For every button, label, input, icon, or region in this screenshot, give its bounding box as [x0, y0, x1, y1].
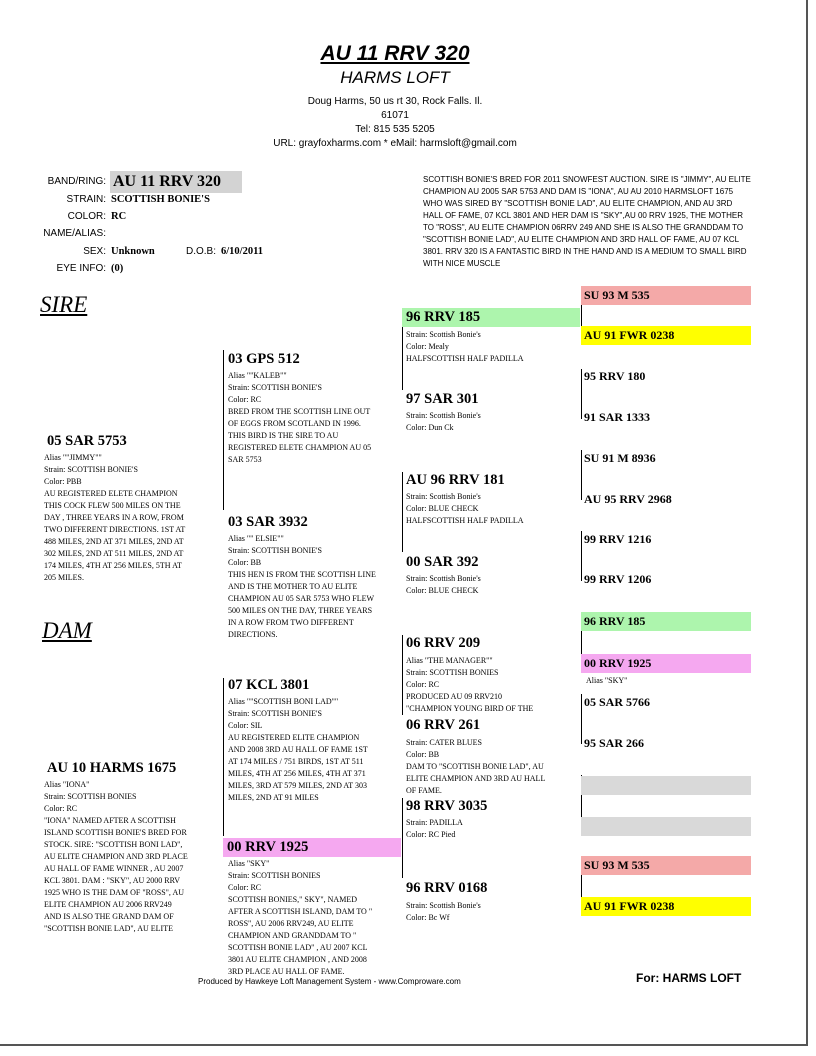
color-label: COLOR:	[67, 211, 106, 222]
sire-section-label: SIRE	[40, 292, 88, 317]
gen3-bird-8-name: 96 RRV 0168	[406, 880, 488, 896]
gen3-bird-2-details: Strain: Scottish Bonie's Color: Dun Ck	[406, 411, 481, 432]
produced-by: Produced by Hawkeye Loft Management System - www.Comproware.com	[198, 977, 461, 986]
gen4-bird-10-alias: Alias "SKY"	[586, 676, 628, 685]
sire-sire-name: 03 GPS 512	[228, 351, 300, 367]
gen3-bird-7-details: Strain: PADILLA Color: RC Pied	[406, 818, 463, 839]
gen3-bird-4-details: Strain: Scottish Bonie's Color: BLUE CHECK	[406, 574, 481, 595]
sire-sire-details: Alias ""KALEB"" Strain: SCOTTISH BONIE'S Color: RC BRED FROM THE SCOTTISH LINE OUT OF EGGS FROM SCOTLAND IN 1996. THIS BIRD IS THE SIRE TO AU REGISTERED ELETE CHAMPION AU 05 SAR 5753	[228, 371, 372, 464]
bracket-line	[223, 350, 224, 510]
gen3-bird-5-name: 06 RRV 209	[406, 635, 481, 651]
dam-sire-name: 07 KCL 3801	[228, 677, 310, 693]
eye-label: EYE INFO:	[56, 263, 106, 274]
sire-dam-details: Alias "" ELSIE"" Strain: SCOTTISH BONIE'S Color: BB THIS HEN IS FROM THE SCOTTISH LINE AND IS THE MOTHER TO AU ELITE CHAMPION AU 05 SAR 5753 WHO FLEW 500 MILES ON THE DAY, THREE YEARS IN A ROW FROM TWO DIFFERENT DIRECTIONS.	[228, 534, 376, 639]
gen4-bird-6: AU 95 RRV 2968	[584, 492, 672, 506]
sire-name: 05 SAR 5753	[47, 433, 127, 449]
url-email: URL: grayfoxharms.com * eMail: harmsloft@gmail.com	[273, 138, 517, 149]
gen3-bird-1-name: 96 RRV 185	[406, 309, 481, 325]
gen4-bird-16: AU 91 FWR 0238	[581, 897, 751, 916]
gen4-bird-9: 96 RRV 185	[581, 612, 751, 631]
sire-dam-name: 03 SAR 3932	[228, 514, 308, 530]
telephone: Tel: 815 535 5205	[355, 124, 435, 135]
gen4-bird-5: SU 91 M 8936	[584, 451, 656, 465]
gen4-bird-13	[581, 776, 751, 795]
gen3-bird-8-details: Strain: Scottish Bonie's Color: Bc Wf	[406, 901, 481, 922]
bracket-line	[581, 369, 582, 419]
gen4-bird-1: SU 93 M 535	[581, 286, 751, 305]
gen4-bird-11: 05 SAR 5766	[584, 695, 651, 709]
eye-value: (0)	[111, 263, 124, 274]
gen4-bird-7: 99 RRV 1216	[584, 532, 652, 546]
gen4-bird-14	[581, 817, 751, 836]
gen3-bird-6-name: 06 RRV 261	[406, 717, 481, 733]
zip: 61071	[381, 110, 409, 121]
gen4-bird-8: 99 RRV 1206	[584, 572, 652, 586]
gen3-bird-5-details: Alias "THE MANAGER"" Strain: SCOTTISH BONIES Color: RC PRODUCED AU 09 RRV210 "CHAMPION YOUNG BIRD OF THE	[406, 656, 534, 713]
gen4-bird-4: 91 SAR 1333	[584, 410, 651, 424]
bracket-line	[223, 678, 224, 836]
gen3-bird-7-name: 98 RRV 3035	[406, 798, 488, 814]
page-title: AU 11 RRV 320	[320, 42, 470, 65]
loft-name: HARMS LOFT	[340, 68, 450, 87]
gen4-bird-3: 95 RRV 180	[584, 369, 646, 383]
bracket-line	[581, 694, 582, 744]
dam-details: Alias "IONA" Strain: SCOTTISH BONIES Color: RC "IONA" NAMED AFTER A SCOTTISH ISLAND SCOTTISH BONIE'S BRED FOR STOCK. SIRE: "SCOTTISH BONI LAD", AU ELITE CHAMPION AND 3RD PLACE AU HALL OF FAME WINNER , AU 2007 KCL 3801. DAM : "SKY", AU 2000 RRV 1925 WHO IS THE DAM OF "ROSS", AU ELITE CHAMPION AU 2006 RRV249 AND IS ALSO THE GRAND DAM OF "SCOTTISH BONIE LAD", AU ELITE	[44, 780, 188, 933]
address: Doug Harms, 50 us rt 30, Rock Falls. Il.	[307, 96, 483, 107]
strain-value: SCOTTISH BONIE'S	[111, 194, 210, 205]
gen3-bird-2-name: 97 SAR 301	[406, 391, 479, 407]
gen4-bird-10: 00 RRV 1925	[581, 654, 751, 673]
sex-label: SEX:	[83, 246, 106, 257]
dam-sire-details: Alias ""SCOTTISH BONI LAD"" Strain: SCOTTISH BONIE'S Color: SIL AU REGISTERED ELITE CHAMPION AND 2008 3RD AU HALL OF FAME 1ST AT 174 MILES / 751 BIRDS, 1ST AT 511 MILES, 4TH AT 256 MILES, 4TH AT 371 MILES, 3RD AT 579 MILES, 2ND AT 303 MILES, 2ND AT 91 MILES	[228, 697, 368, 802]
gen3-bird-4-name: 00 SAR 392	[406, 554, 479, 570]
bracket-line	[402, 635, 403, 715]
gen3-bird-3-details: Strain: Scottish Bonie's Color: BLUE CHECK HALFSCOTTISH HALF PADILLA	[406, 492, 524, 525]
dam-section-label: DAM	[42, 618, 92, 643]
gen3-bird-3-name: AU 96 RRV 181	[406, 472, 505, 488]
bird-description: SCOTTISH BONIE'S BRED FOR 2011 SNOWFEST AUCTION. SIRE IS "JIMMY", AU ELITE CHAMPION AU 2005 SAR 5753 AND DAM IS "IONA", AU AU 2010 HARMSLOFT 1675 WHO WAS SIRED BY "SCOTTISH BONIE LAD", AU ELITE CHAMPION, AND AU 3RD HALL OF FAME, 07 KCL 3801 AND HER DAM IS "SKY",AU 00 RRV 1925, THE MOTHER TO "ROSS", AU ELITE CHAMPION 06RRV 249 AND SHE IS ALSO THE GRANDDAM TO "SCOTTISH BONIE LAD", AU ELITE CHAMPION AND 3RD HALL OF FAME, AU 07 KCL 3801. RRV 320 IS A FANTASTIC BIRD IN THE HAND AND IS A MEDIUM TO SMALL BIRD WITH NICE MUSCLE	[423, 175, 751, 268]
bracket-line	[581, 531, 582, 581]
dob-label: D.O.B:	[186, 246, 217, 257]
dam-name: AU 10 HARMS 1675	[47, 760, 177, 776]
dam-dam-details: Alias "SKY" Strain: SCOTTISH BONIES Color: RC SCOTTISH BONIES," SKY", NAMED AFTER A SCOTTISH ISLAND, DAM TO " ROSS", AU 2006 RRV249, AU ELITE CHAMPION AND GRANDDAM TO " SCOTTISH BONIE LAD" , AU 2007 KCL 3801 AU ELITE CHAMPION , AND 2008 3RD PLACE AU HALL OF FAME.	[228, 859, 373, 976]
dob-value: 6/10/2011	[221, 246, 264, 257]
band-label: BAND/RING:	[47, 176, 106, 187]
strain-label: STRAIN:	[66, 194, 106, 205]
dam-dam-name: 00 RRV 1925	[227, 839, 309, 855]
alias-label: NAME/ALIAS:	[43, 228, 106, 239]
gen3-bird-6-details: Strain: CATER BLUES Color: BB DAM TO "SCOTTISH BONIE LAD", AU ELITE CHAMPION AND 3RD AU HALL OF FAME.	[406, 738, 546, 795]
gen3-bird-1-details: Strain: Scottish Bonie's Color: Mealy HALFSCOTTISH HALF PADILLA	[406, 330, 524, 363]
band-value: AU 11 RRV 320	[110, 171, 242, 193]
gen4-bird-2: AU 91 FWR 0238	[581, 326, 751, 345]
bracket-line	[402, 798, 403, 878]
sire-details: Alias ""JIMMY"" Strain: SCOTTISH BONIE'S Color: PBB AU REGISTERED ELETE CHAMPION THIS COCK FLEW 500 MILES ON THE DAY , THREE YEARS IN A ROW, FROM TWO DIFFERENT DIRECTIONS. 1ST AT 488 MILES, 2ND AT 371 MILES, 2ND AT 302 MILES, 2ND AT 511 MILES, 2ND AT 174 MILES, 4TH AT 256 MILES, 5TH AT 205 MILES.	[44, 453, 186, 582]
bracket-line	[581, 450, 582, 500]
gen4-bird-12: 95 SAR 266	[584, 736, 645, 750]
color-value: RC	[111, 211, 127, 222]
bracket-line	[402, 472, 403, 552]
for-loft: For: HARMS LOFT	[636, 971, 742, 985]
gen4-bird-15: SU 93 M 535	[581, 856, 751, 875]
sex-value: Unknown	[111, 246, 155, 257]
